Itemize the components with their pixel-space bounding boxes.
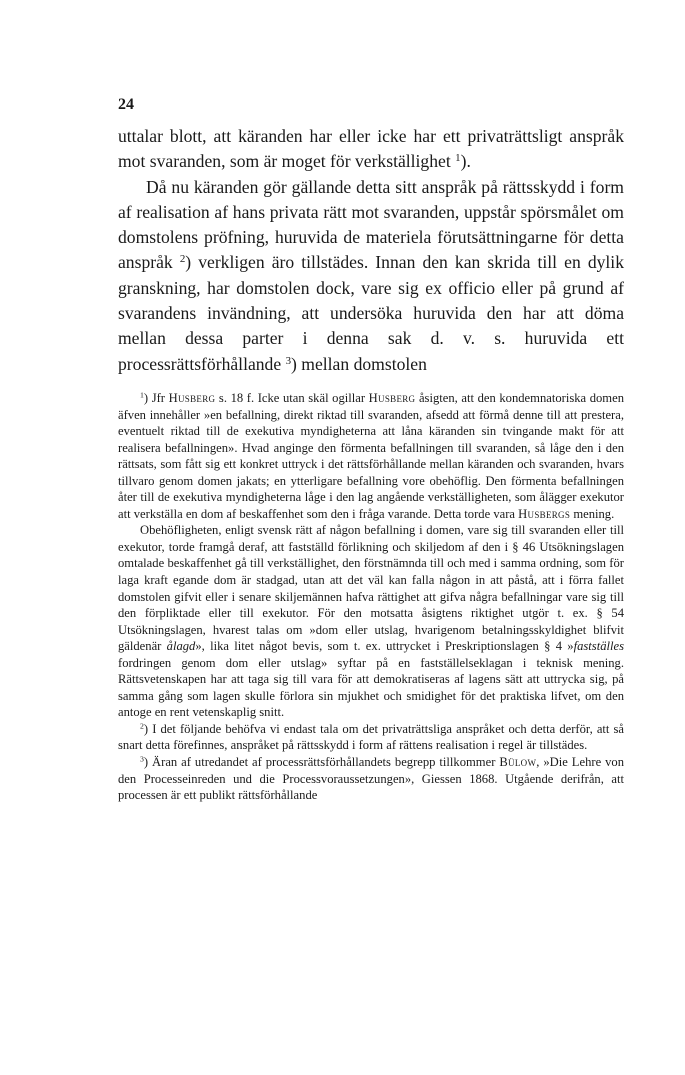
footnote-1: $^1$) Jfr Husberg s. 18 f. Icke utan skäl ogillar Husberg åsigten, att den kondemnatoriska domen äfven innehåller »en befallning, direkt riktad till svaranden, afsedd att förmå denne till att prestera, eventuelt riktad till de exekutiva myndigheterna att låna käranden sin tvingande makt för att realisera befallningen». Hvad anginge den förmenta befallningen till svaranden, så låge den i den rättsats, som fått sig ett konkret uttryck i det rättsförhållande mellan käranden och svaranden, hvars tillvaro genom domen jakats; en ytterligare befallning vore obehöflig. Den förmenta befallningen åter till de exekutiva myndigheterna låge i den lag angående verkställigheten, som ålägger exekutor att verkställa en dom af beskaffenhet som den i fråga varande. Detta torde vara Husbergs mening.: [118, 390, 624, 521]
main-text: [118, 124, 624, 377]
author-name: Bülow: [499, 755, 537, 770]
footnote-ref-1: 1: [455, 152, 461, 165]
author-name: Husbergs: [518, 506, 571, 521]
paragraph-1: uttalar blott, att käranden har eller icke har ett privaträttsligt anspråk mot svaranden, som är moget för verkställighet $^1$).: [118, 126, 624, 172]
author-name: Husberg: [368, 391, 416, 405]
paragraph-2: Då nu käranden gör gällande detta sitt anspråk på rättsskydd i form af realisation af hans privata rätt mot svaranden, uppstår spörsmålet om domstolens pröfning, huruvida de materiela förutsättningarne för detta anspråk $^2$) verkligen äro tillstädes. Innan den kan skrida till en dylik granskning, har domstolen dock, vare sig ex officio eller på grund af svarandens invändning, att undersöka huruvida den har att döma mellan dessa parter i denna sak d. v. s. huruvida ett processrättsförhållande $^3$) mellan domstolen: [118, 176, 624, 374]
footnote-2: $^2$) I det följande behöfva vi endast tala om det privaträttsliga anspråket och detta derför, att så snart detta förefinnes, anspråket på rättsskydd i form af rättens realisation i regel är tillstädes.: [118, 721, 624, 753]
footnote-ref-2: 2: [179, 253, 186, 266]
footnote-ref-3: 3: [285, 354, 292, 367]
footnotes: [118, 390, 624, 804]
footnote-1-continued: Obehöfligheten, enligt svensk rätt af någon befallning i domen, vare sig till svaranden eller till exekutor, torde framgå deraf, att fastställd förlikning och skiljedom af den i § 46 Utsökningslagen omtalade beskaffenhet gå till verkställighet, den förstnämnda till och med i samma ordning, som för laga kraft egande dom är stadgad, utan att det väl kan falla någon in att påstå, att i förra fallet domstolen gifvit eller i senare skiljemännen hafva rättighet att gifva några befallningar vare sig till den förpliktade eller till exekutor. För den motsatta åsigtens riktighet utgör t. ex. § 54 Utsökningslagen, hvarest talas om »dom eller utslag, hvarigenom betalningsskyldighet blifvit gäldenär ålagd», lika litet något bevis, som t. ex. uttrycket i Preskriptionslagen § 4 »fastställes fordringen genom dom eller utslag» syftar på en fastställelseklagan i teknisk mening. Rättsvetenskapen har att taga sig till vara för att demokratiseras af lagens sätt att uttrycka sig, på samma gång som lagen skulle förlora sin mjukhet och smidighet för det praktiska lifvet, om den antoge en rent vetenskaplig snitt.: [118, 523, 624, 720]
page-number: 24: [118, 96, 134, 113]
footnote-3: $^3$) Äran af utredandet af processrättsförhållandets begrepp tillkommer Bülow, »Die Lehre von den Processeinreden und die Processvoraussetzungen», Giessen 1868. Utgående derifrån, att processen är ett publikt rättsförhållande: [118, 754, 625, 803]
author-name: Husberg: [168, 391, 216, 405]
